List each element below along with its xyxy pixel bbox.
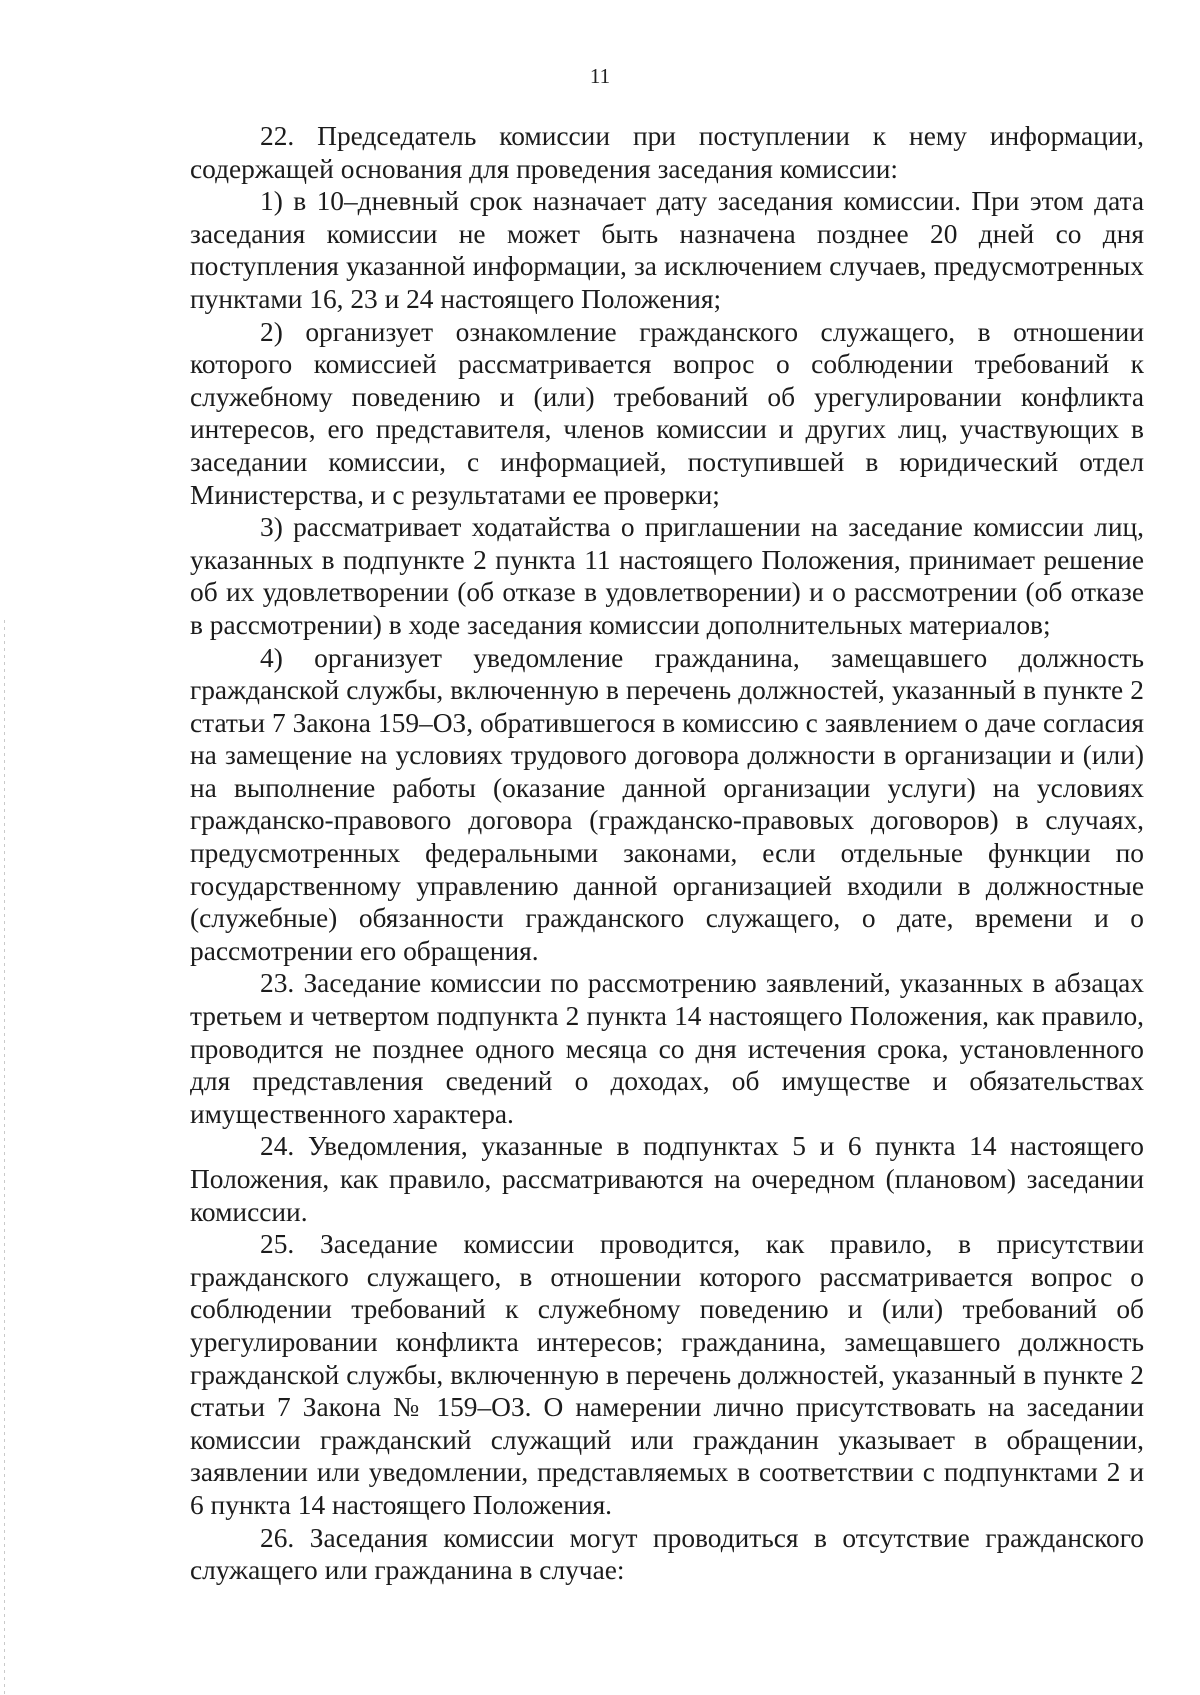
paragraph-22-item-1: 1) в 10–дневный срок назначает дату заседания комиссии. При этом дата заседания комиссии не может быть назначена позднее 20 дней со дня поступления указанной информации, за исключением случаев, предусмотренных пунктами 16, 23 и 24 настоящего Положения; (190, 186, 1144, 314)
paragraph-22-item-2: 2) организует ознакомление гражданского служащего, в отношении которого комиссией рассматривается вопрос о соблюдении требований к служебному поведению и (или) требований об урегулировании конфликта интересов, его представителя, членов комиссии и других лиц, участвующих в заседании комиссии, с информацией, поступившей в юридический отдел Министерства, и с результатами ее проверки; (190, 316, 1144, 510)
paragraph-24: 24. Уведомления, указанные в подпунктах 5 и 6 пункта 14 настоящего Положения, как правило, рассматриваются на очередном (плановом) заседании комиссии. (190, 1131, 1144, 1227)
scan-edge-artifact (4, 620, 5, 1695)
document-body (190, 120, 1144, 1587)
paragraph-26: 26. Заседания комиссии могут проводиться в отсутствие гражданского служащего или гражданина в случае: (190, 1522, 1144, 1586)
paragraph-22-item-4: 4) организует уведомление гражданина, замещавшего должность гражданской службы, включенную в перечень должностей, указанный в пункте 2 статьи 7 Закона 159–ОЗ, обратившегося в комиссию с заявлением о даче согласия на замещение на условиях трудового договора должности в организации и (или) на выполнение работы (оказание данной организации услуги) на условиях гражданско-правового договора (гражданско-правовых договоров) в случаях, предусмотренных федеральными законами, если отдельные функции по государственному управлению данной организацией входили в должностные (служебные) обязанности гражданского служащего, о дате, времени и о рассмотрении его обращения. (190, 642, 1144, 966)
paragraph-22-item-3: 3) рассматривает ходатайства о приглашении на заседание комиссии лиц, указанных в подпункте 2 пункта 11 настоящего Положения, принимает решение об их удовлетворении (об отказе в удовлетворении) и о рассмотрении (об отказе в рассмотрении) в ходе заседания комиссии дополнительных материалов; (190, 512, 1144, 640)
paragraph-25: 25. Заседание комиссии проводится, как правило, в присутствии гражданского служащего, в отношении которого рассматривается вопрос о соблюдении требований к служебному поведению и (или) требований об урегулировании конфликта интересов; гражданина, замещавшего должность гражданской службы, включенную в перечень должностей, указанный в пункте 2 статьи 7 Закона № 159–ОЗ. О намерении лично присутствовать на заседании комиссии гражданский служащий или гражданин указывает в обращении, заявлении или уведомлении, представляемых в соответствии с подпунктами 2 и 6 пункта 14 настоящего Положения. (190, 1229, 1144, 1520)
page-number: 11 (589, 64, 611, 88)
paragraph-22: 22. Председатель комиссии при поступлении к нему информации, содержащей основания для проведения заседания комиссии: (190, 121, 1144, 184)
paragraph-23: 23. Заседание комиссии по рассмотрению заявлений, указанных в абзацах третьем и четвертом подпункта 2 пункта 14 настоящего Положения, как правило, проводится не позднее одного месяца со дня истечения срока, установленного для представления сведений о доходах, об имуществе и обязательствах имущественного характера. (190, 968, 1144, 1129)
